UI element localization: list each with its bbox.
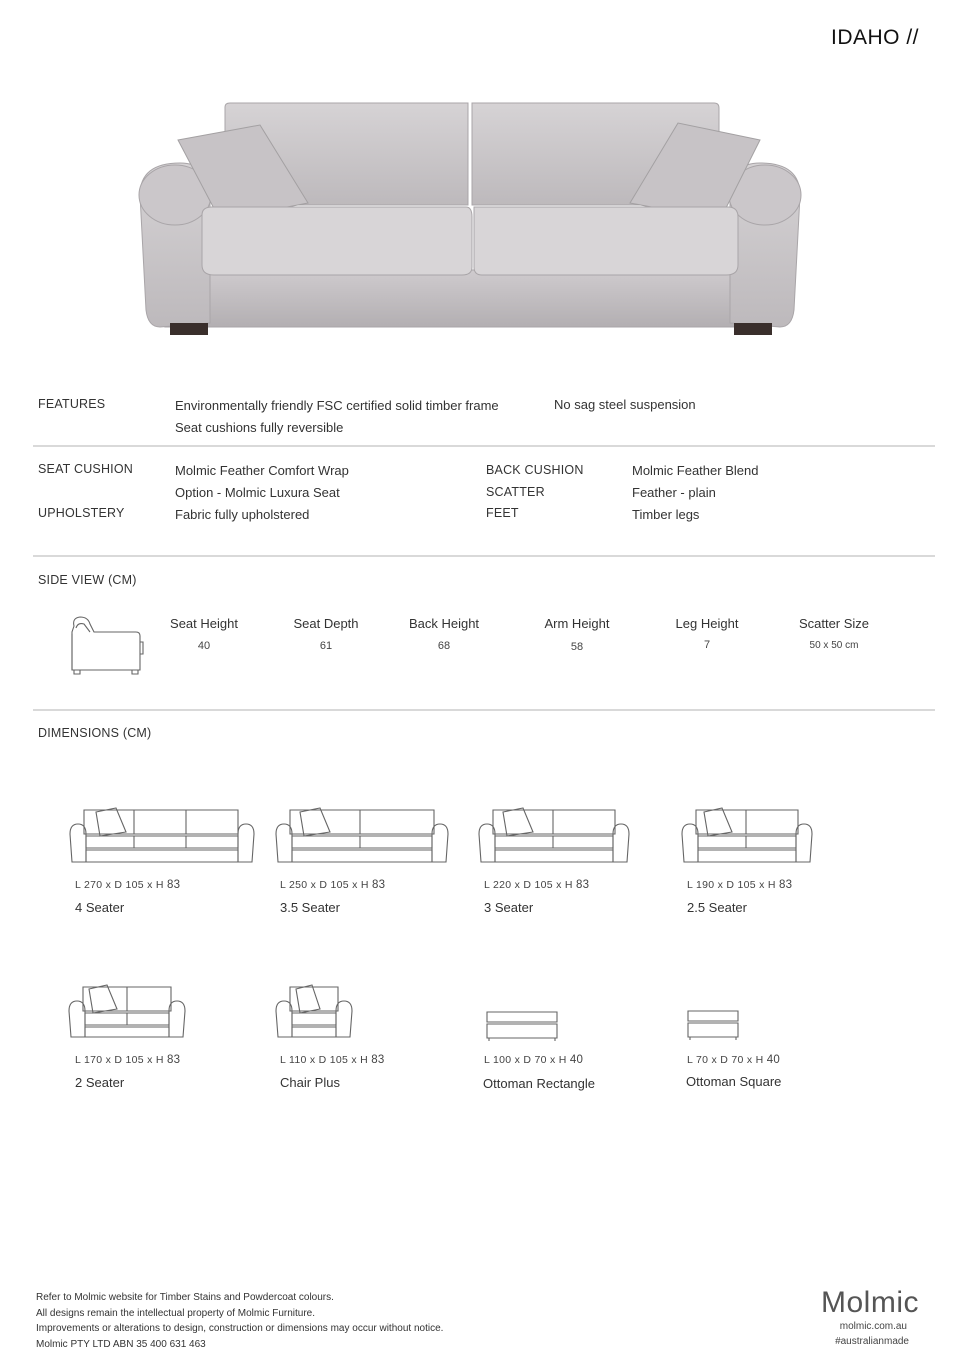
two-half-seater-icon <box>680 806 814 866</box>
product-dimensions: L 270 x D 105 x H 83 <box>75 879 181 891</box>
website-link[interactable]: molmic.com.au <box>839 1321 907 1332</box>
seat-option-value: Option - Molmic Luxura Seat <box>175 485 340 500</box>
product-dimensions: L 70 x D 70 x H 40 <box>687 1054 781 1066</box>
ottoman-square-icon <box>686 1009 740 1041</box>
sofa-hero-image <box>130 95 810 340</box>
side-view-label: SIDE VIEW (CM) <box>38 573 137 587</box>
section-divider <box>33 445 935 447</box>
spec-name-back-height: Back Height <box>408 616 480 631</box>
product-name: 4 Seater <box>75 900 125 915</box>
feature-item: No sag steel suspension <box>554 397 696 412</box>
page-title: IDAHO // <box>830 26 919 49</box>
feature-item: Environmentally friendly FSC certified solid timber frame <box>175 398 499 413</box>
section-divider <box>33 709 935 711</box>
footer-line: Refer to Molmic website for Timber Stains and Powdercoat colours. <box>36 1292 334 1303</box>
product-dimensions: L 110 x D 105 x H 83 <box>280 1054 385 1066</box>
four-seater-icon <box>68 806 256 866</box>
spec-value-leg-height: 7 <box>703 639 711 651</box>
section-divider <box>33 555 935 557</box>
product-dimensions: L 190 x D 105 x H 83 <box>687 879 793 891</box>
side-view-icon <box>66 614 146 678</box>
product-dimensions: L 250 x D 105 x H 83 <box>280 879 386 891</box>
footer-line: Improvements or alterations to design, construction or dimensions may occur without notice. <box>36 1323 444 1334</box>
footer-line: Molmic PTY LTD ABN 35 400 631 463 <box>36 1338 206 1350</box>
spec-name-leg-height: Leg Height <box>675 616 739 631</box>
spec-value-seat-depth: 61 <box>319 640 333 652</box>
product-name: 2 Seater <box>75 1075 125 1090</box>
spec-name-seat-depth: Seat Depth <box>293 616 359 631</box>
feet-value: Timber legs <box>632 507 700 522</box>
three-seater-icon <box>477 806 631 866</box>
upholstery-value: Fabric fully upholstered <box>175 507 310 522</box>
product-name: 3 Seater <box>484 900 534 915</box>
back-cushion-label: BACK CUSHION <box>486 463 584 477</box>
product-name: 3.5 Seater <box>280 900 340 915</box>
spec-value-back-height: 68 <box>437 640 451 652</box>
spec-name-scatter-size: Scatter Size <box>798 616 870 631</box>
back-cushion-value: Molmic Feather Blend <box>632 463 759 478</box>
three-half-seater-icon <box>274 806 450 866</box>
footer-line: All designs remain the intellectual property of Molmic Furniture. <box>36 1307 316 1319</box>
upholstery-label: UPHOLSTERY <box>38 506 125 520</box>
two-seater-icon <box>67 983 187 1041</box>
chair-plus-icon <box>274 983 354 1041</box>
features-label: FEATURES <box>38 397 106 411</box>
product-dimensions: L 220 x D 105 x H 83 <box>484 879 590 891</box>
feet-label: FEET <box>486 506 519 520</box>
product-name: Chair Plus <box>280 1075 340 1090</box>
hashtag: #australianmade <box>835 1336 909 1347</box>
product-name: 2.5 Seater <box>687 900 747 915</box>
brand-logo: Molmic <box>821 1286 919 1319</box>
ottoman-rectangle-icon <box>485 1010 559 1042</box>
scatter-label: SCATTER <box>486 485 545 499</box>
product-name: Ottoman Square <box>686 1074 782 1089</box>
product-name: Ottoman Rectangle <box>483 1076 596 1091</box>
feature-item: Seat cushions fully reversible <box>175 420 344 435</box>
seat-cushion-label: SEAT CUSHION <box>38 462 134 476</box>
dimensions-label: DIMENSIONS (CM) <box>38 726 152 740</box>
spec-value-seat-height: 40 <box>197 640 211 652</box>
footer-notes <box>36 1290 443 1352</box>
product-dimensions: L 170 x D 105 x H 83 <box>75 1054 181 1066</box>
spec-name-seat-height: Seat Height <box>170 616 238 631</box>
seat-cushion-value: Molmic Feather Comfort Wrap <box>175 463 349 478</box>
spec-name-arm-height: Arm Height <box>544 616 610 631</box>
spec-value-arm-height: 58 <box>570 641 584 653</box>
spec-value-scatter-size: 50 x 50 cm <box>809 640 859 651</box>
product-dimensions: L 100 x D 70 x H 40 <box>484 1054 584 1066</box>
scatter-value: Feather - plain <box>632 485 716 500</box>
